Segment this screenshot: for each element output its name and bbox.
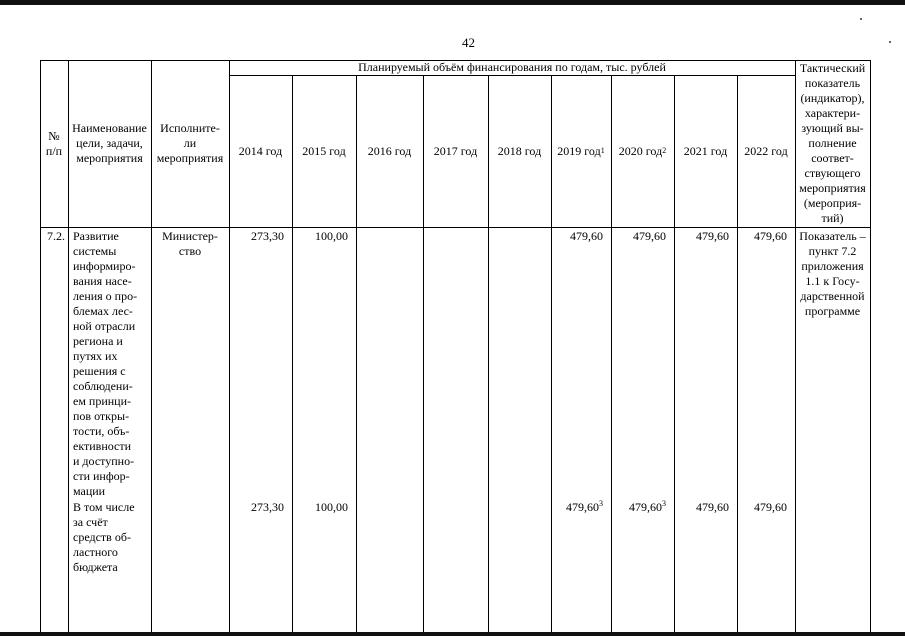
row-value: 479,60$^3$ — [629, 499, 666, 514]
row-value: 479,60 — [633, 229, 666, 243]
row-value: 479,60 — [570, 229, 603, 243]
page-number: 42 — [462, 35, 475, 50]
row-indicator: Показатель – пункт 7.2 приложения 1.1 к Госу- дарственной программе — [799, 229, 866, 318]
scan-speck — [860, 18, 862, 20]
header-year: 2015 год — [302, 143, 346, 158]
row-value: 273,30 — [251, 229, 284, 243]
row-value: 100,00 — [315, 500, 348, 514]
row-value: 273,30 — [251, 500, 284, 514]
top-border — [0, 0, 905, 5]
scan-speck — [889, 41, 891, 43]
row-value: 479,60$^3$ — [566, 499, 603, 514]
header-name: Наименование цели, задачи, мероприятия — [72, 121, 147, 165]
row-name: В том числе за счёт средств об- ластного бюджета — [73, 500, 135, 574]
row-value: 479,60 — [754, 229, 787, 243]
header-year: 2020 год 2 — [618, 143, 667, 158]
header-indicator: Тактический показатель (индикатор), характери- зующий вы- полнение соответ- ствующего мероприятия (мероприя- тий) — [799, 61, 866, 225]
header-year: 2014 год — [238, 143, 283, 158]
header-bottom-line — [40, 227, 871, 228]
header-num: № п/п — [45, 128, 63, 158]
row-value: 479,60 — [754, 500, 787, 514]
row-executor: Министер- ство — [162, 229, 218, 258]
header-executor: Исполните- ли мероприятия — [156, 121, 224, 165]
row-value: 479,60 — [696, 229, 729, 243]
header-year: 2016 год — [367, 143, 412, 158]
row-name: Развитие системы информиро- вания насе- ления о про- блемах лес- ной отрасли региона и путях их решения с соблюдени- ем принци- пов откры- тости, объ- ективности и доступно- сти инфор- мации — [73, 229, 138, 498]
header-year: 2022 год — [744, 143, 788, 158]
header-year: 2018 год — [497, 143, 542, 158]
header-financing: Планируемый объём финансирования по годам, тыс. рублей — [358, 60, 666, 74]
header-year: 2021 год — [683, 143, 728, 158]
bottom-border — [0, 632, 905, 636]
header-year: 2019 год 1 — [557, 143, 605, 158]
header-year: 2017 год — [433, 143, 478, 158]
row-value: 479,60 — [696, 500, 729, 514]
row-value: 100,00 — [315, 229, 348, 243]
column-divider — [870, 60, 871, 632]
row-num: 7.2. — [47, 229, 65, 243]
